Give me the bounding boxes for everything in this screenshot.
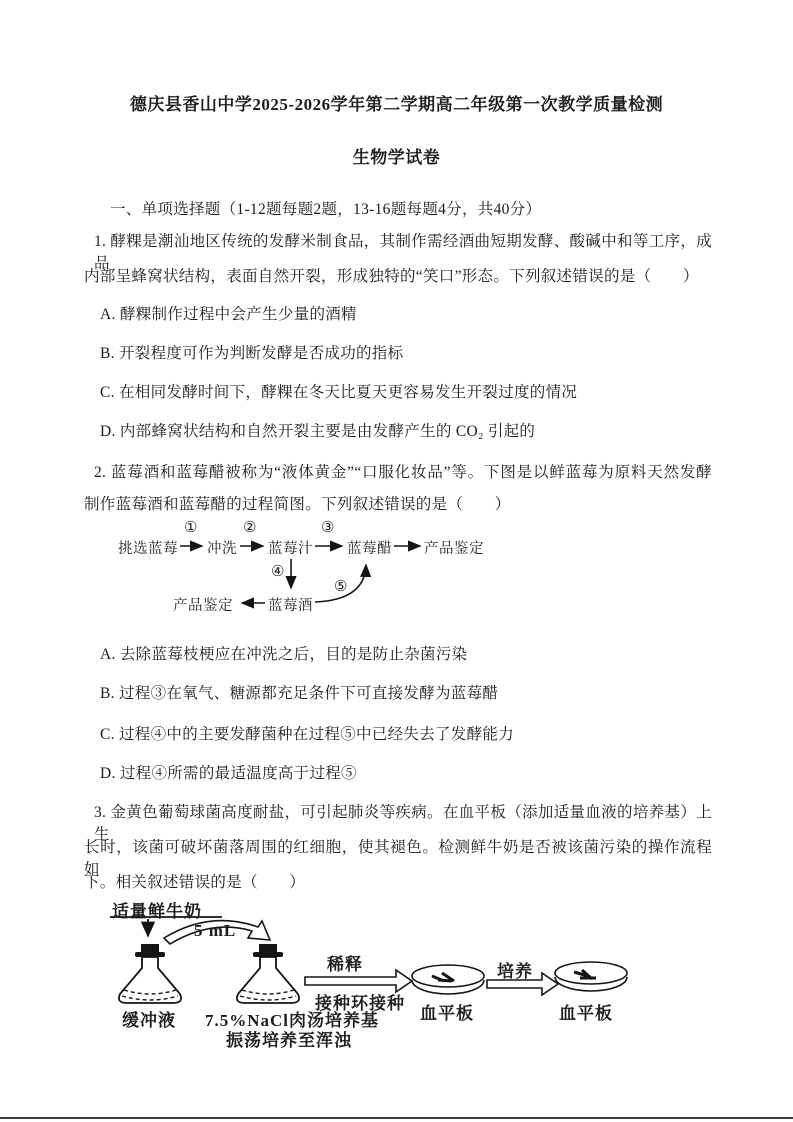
- label-dilute: 稀释: [327, 955, 363, 974]
- q2-option-c: C. 过程④中的主要发酵菌种在过程⑤中已经失去了发酵能力: [100, 726, 514, 743]
- flow-node-wine: 蓝莓酒: [268, 598, 313, 614]
- q1-option-d: D. 内部蜂窝状结构和自然开裂主要是由发酵产生的 CO₂ 引起的: [100, 423, 536, 440]
- flow-step2-label: ②: [243, 520, 257, 536]
- q2-option-b: B. 过程③在氧气、糖源都充足条件下可直接发酵为蓝莓醋: [100, 685, 499, 702]
- flow-node-juice: 蓝莓汁: [268, 541, 313, 557]
- label-culture: 培养: [497, 962, 533, 981]
- flow-step3-label: ③: [321, 520, 335, 536]
- label-blood-plate-2: 血平板: [559, 1004, 613, 1023]
- q2-option-a: A. 去除蓝莓枝梗应在冲洗之后，目的是防止杂菌污染: [100, 646, 468, 663]
- flask-nacl-broth: [237, 944, 299, 1003]
- page-subtitle: 生物学试卷: [352, 148, 441, 167]
- label-milk: 适量鲜牛奶: [112, 902, 202, 921]
- flow-step4-label: ④: [271, 564, 285, 580]
- flow-node-assay-top: 产品鉴定: [424, 541, 484, 557]
- label-5ml: 5 mL: [194, 921, 237, 940]
- page-bottom-rule: [0, 1117, 793, 1119]
- q1-option-c: C. 在相同发酵时间下，酵粿在冬天比夏天更容易发生开裂过度的情况: [100, 384, 578, 401]
- blood-plate-1: [412, 965, 484, 994]
- q2-option-d: D. 过程④所需的最适温度高于过程⑤: [100, 765, 357, 782]
- q3-line-2: 长时，该菌可破坏菌落周围的红细胞，使其褪色。检测鲜牛奶是否被该菌污染的操作流程如: [84, 839, 712, 878]
- q2-line-2: 制作蓝莓酒和蓝莓醋的过程简图。下列叙述错误的是（ ）: [84, 496, 511, 513]
- q2-line-1: 2. 蓝莓酒和蓝莓醋被称为“液体黄金”“口服化妆品”等。下图是以鲜蓝莓为原料天然发酵: [94, 464, 712, 481]
- flow-step1-label: ①: [184, 520, 198, 536]
- q1-option-b: B. 开裂程度可作为判断发酵是否成功的指标: [100, 345, 404, 362]
- flow-node-assay-bottom: 产品鉴定: [173, 598, 233, 614]
- blood-plate-2: [555, 962, 627, 991]
- section-heading: 一、单项选择题（1-12题每题2题，13-16题每题4分，共40分）: [110, 201, 542, 218]
- label-medium: 7.5%NaCl肉汤培养基: [205, 1011, 380, 1030]
- q1-option-a: A. 酵粿制作过程中会产生少量的酒精: [100, 306, 357, 323]
- flask-buffer: [119, 944, 181, 1003]
- label-inoculate: 接种环接种: [315, 994, 405, 1013]
- flow-node-vinegar: 蓝莓醋: [347, 541, 392, 557]
- q1-line-2: 内部呈蜂窝状结构，表面自然开裂，形成独特的“笑口”形态。下列叙述错误的是（ ）: [84, 268, 699, 285]
- q3-line-3: 下。相关叙述错误的是（ ）: [84, 874, 306, 891]
- q1-line-1: 1. 酵粿是潮汕地区传统的发酵米制食品，其制作需经酒曲短期发酵、酸碱中和等工序，成品: [94, 233, 712, 272]
- flow-step5-label: ⑤: [334, 579, 348, 595]
- flow-node-rinse: 冲洗: [207, 541, 237, 557]
- label-blood-plate-1: 血平板: [420, 1004, 474, 1023]
- page-title: 德庆县香山中学2025-2026学年第二学期高二年级第一次教学质量检测: [129, 95, 664, 114]
- flow-node-pick: 挑选蓝莓: [118, 541, 178, 557]
- label-buffer: 缓冲液: [122, 1011, 176, 1030]
- q3-line-1: 3. 金黄色葡萄球菌高度耐盐，可引起肺炎等疾病。在血平板（添加适量血液的培养基）上生: [94, 804, 712, 843]
- label-shake: 振荡培养至浑浊: [226, 1031, 352, 1050]
